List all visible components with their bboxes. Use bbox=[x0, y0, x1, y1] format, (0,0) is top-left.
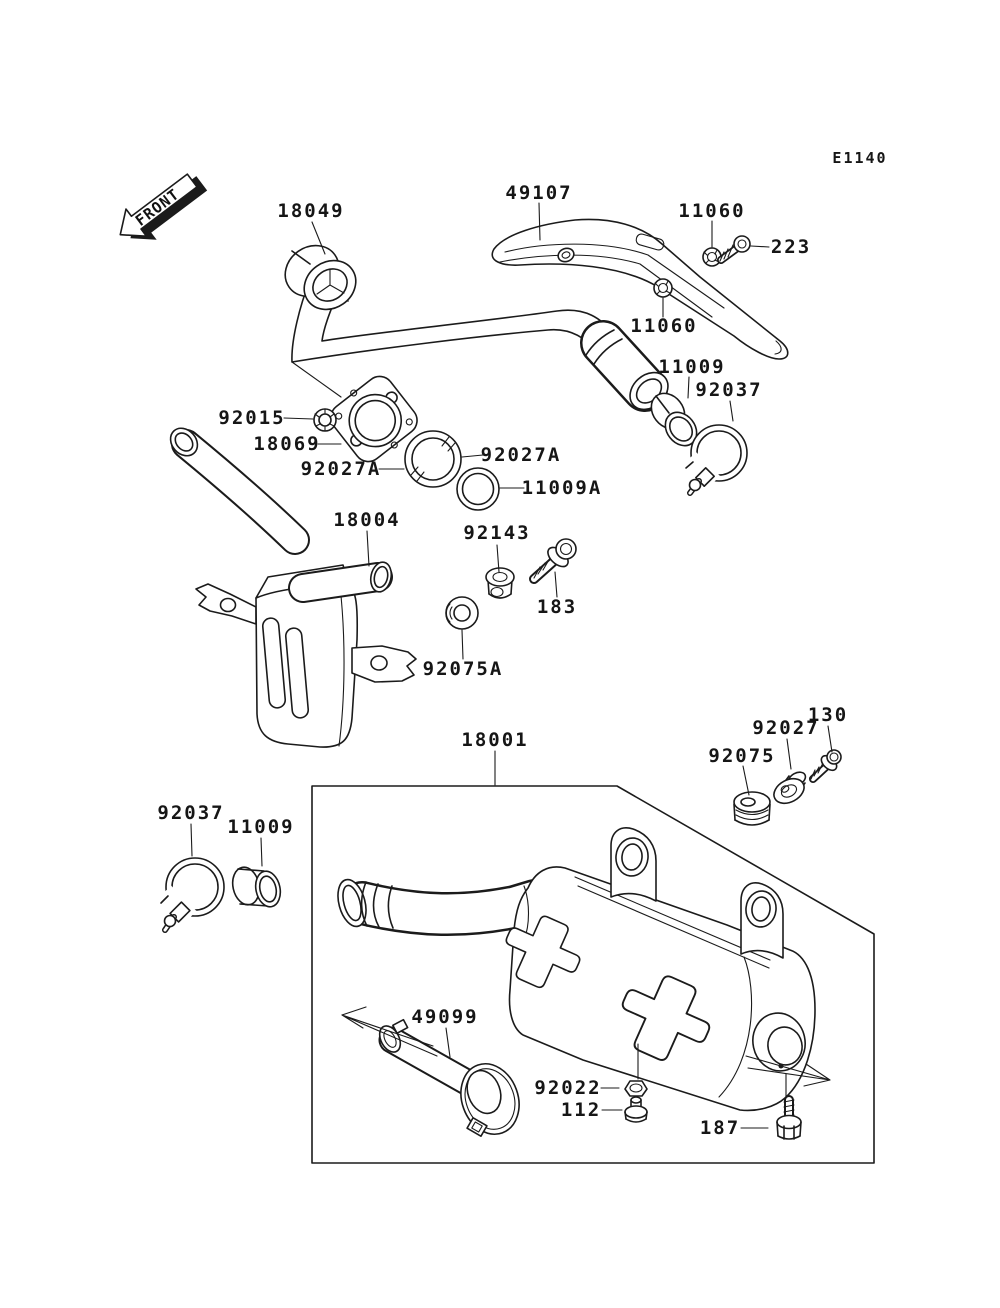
part-callout-92015-7: 92015 bbox=[218, 407, 286, 429]
part-callout-11009-21: 11009 bbox=[227, 816, 295, 838]
part-callout-92075A-15: 92075A bbox=[422, 658, 504, 680]
part-callout-130-17: 130 bbox=[807, 704, 849, 726]
part-92022-nut bbox=[625, 1081, 647, 1096]
part-callout-92143-13: 92143 bbox=[463, 522, 531, 544]
part-callout-92027-18: 92027 bbox=[752, 717, 820, 739]
part-callout-11060-4: 11060 bbox=[630, 315, 698, 337]
part-callout-92037-6: 92037 bbox=[695, 379, 763, 401]
part-callout-11060-2: 11060 bbox=[678, 200, 746, 222]
part-callout-18001-16: 18001 bbox=[461, 729, 529, 751]
part-callout-92027A-9: 92027A bbox=[480, 444, 562, 466]
front-label: FRONT bbox=[131, 185, 183, 230]
part-92075-damper bbox=[734, 792, 770, 825]
part-callout-18004-12: 18004 bbox=[333, 509, 401, 531]
part-callout-11009-5: 11009 bbox=[658, 356, 726, 378]
part-callout-18049-0: 18049 bbox=[277, 200, 345, 222]
part-92015-nut bbox=[314, 409, 336, 431]
part-11009-gasket-left bbox=[229, 865, 283, 909]
part-92143-collar bbox=[486, 568, 514, 598]
part-18001-muffler-body bbox=[333, 828, 815, 1111]
part-223-screw bbox=[720, 236, 750, 261]
part-callout-18069-8: 18069 bbox=[253, 433, 321, 455]
front-direction-arrow bbox=[110, 163, 213, 255]
part-callout-49107-1: 49107 bbox=[505, 182, 573, 204]
part-18049-collar bbox=[275, 235, 365, 319]
part-11060-nut-upper bbox=[703, 248, 721, 266]
part-92075A-damper bbox=[446, 597, 478, 629]
part-callout-92037-20: 92037 bbox=[157, 802, 225, 824]
part-112-bolt bbox=[625, 1097, 647, 1122]
part-callout-112-24: 112 bbox=[560, 1099, 602, 1121]
part-11060-nut-lower bbox=[654, 279, 672, 297]
part-11009A-gasket bbox=[457, 468, 499, 510]
part-187-bolt bbox=[777, 1100, 801, 1139]
part-callout-11009A-11: 11009A bbox=[521, 477, 603, 499]
part-callout-183-14: 183 bbox=[536, 596, 578, 618]
part-callout-92075-19: 92075 bbox=[708, 745, 776, 767]
part-49099-tail-pipe bbox=[375, 1020, 528, 1143]
part-92027-collar bbox=[770, 769, 809, 808]
part-callout-92027A-10: 92027A bbox=[300, 458, 382, 480]
part-130-bolt bbox=[811, 750, 841, 779]
part-callout-223-3: 223 bbox=[770, 236, 812, 258]
part-92037-clamp-left bbox=[146, 858, 224, 936]
page-code: E1140 bbox=[832, 149, 888, 167]
part-callout-187-25: 187 bbox=[699, 1117, 741, 1139]
part-callout-49099-22: 49099 bbox=[411, 1006, 479, 1028]
part-callout-92022-23: 92022 bbox=[534, 1077, 602, 1099]
part-92027A-holder bbox=[405, 431, 461, 487]
